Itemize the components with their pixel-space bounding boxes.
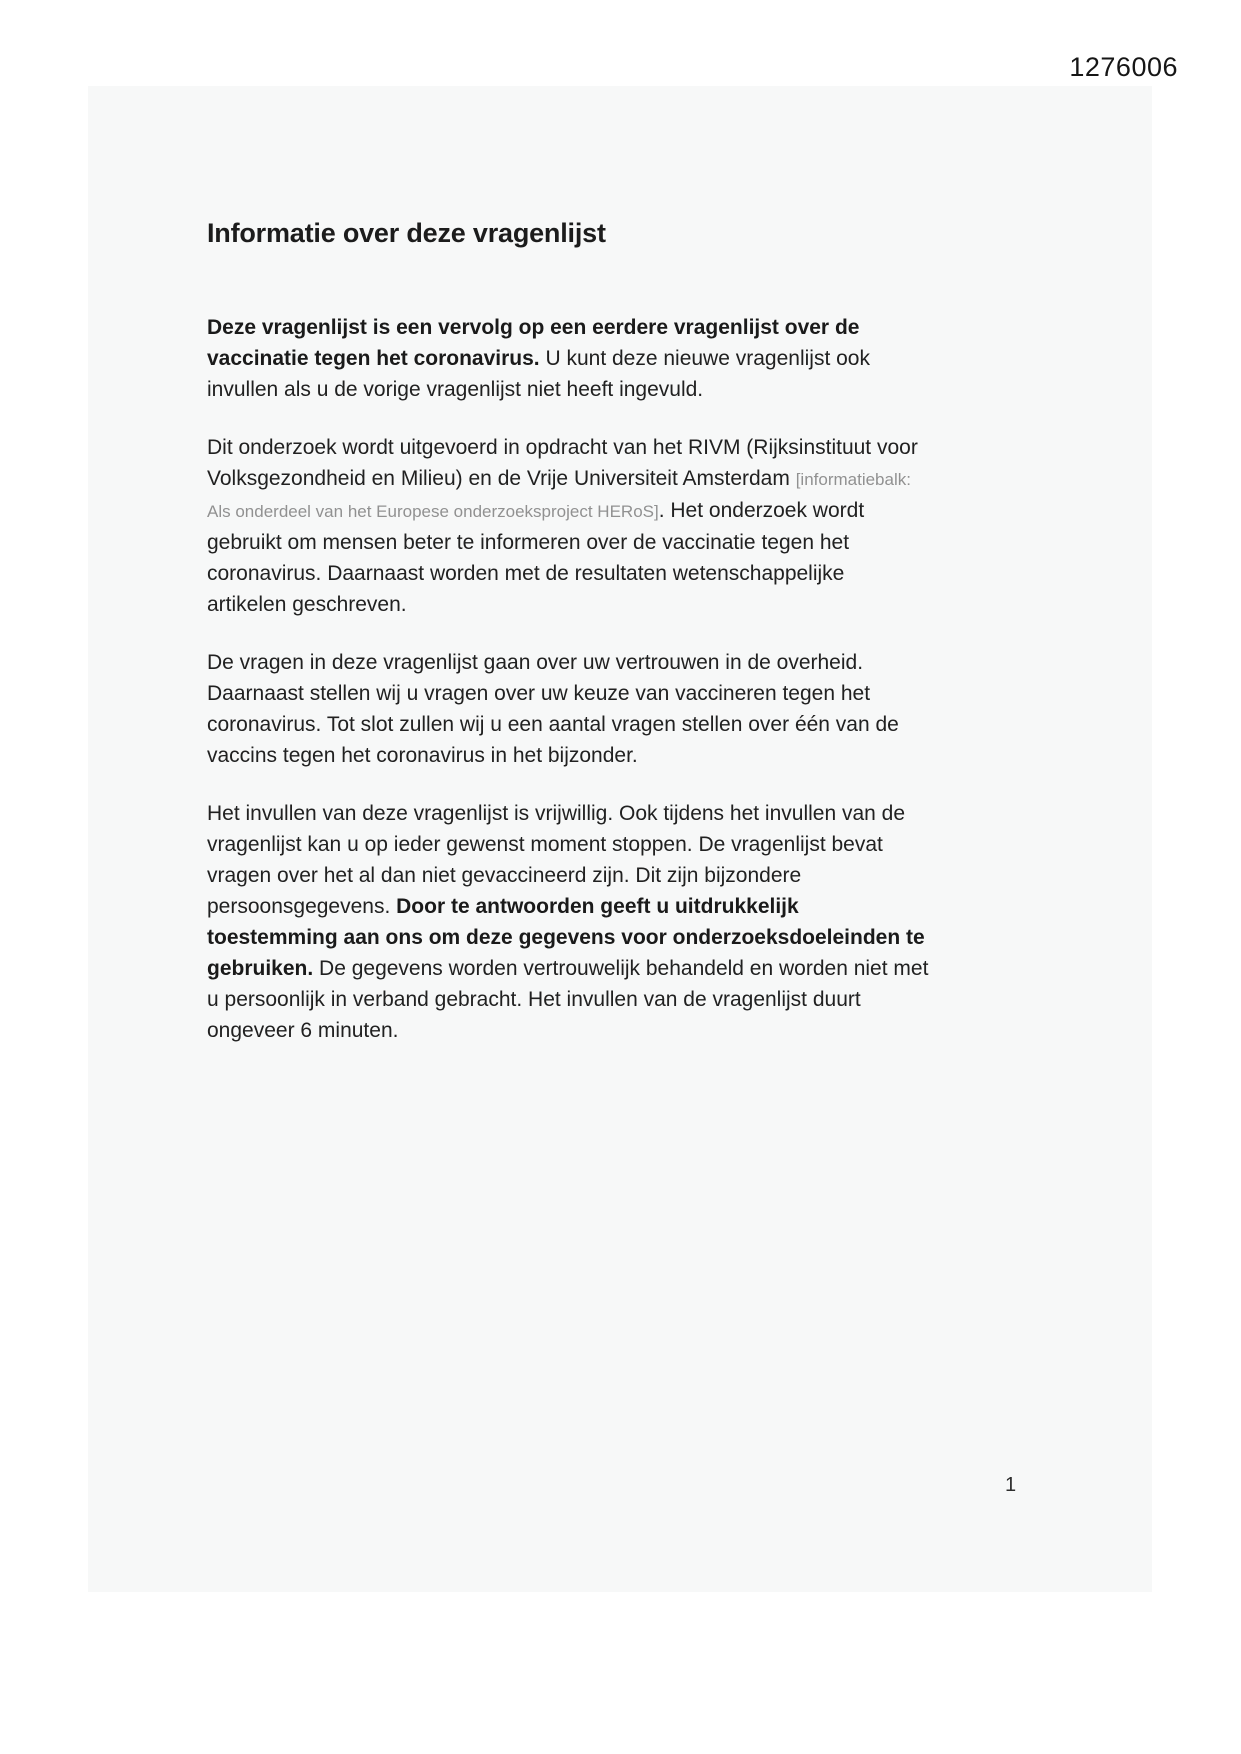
paragraph-text: Dit onderzoek wordt uitgevoerd in opdracht van het RIVM (Rijksinstituut voor Volksgezondheid en Milieu) en de Vrije Universiteit Amsterdam — [207, 436, 918, 490]
document-id: 1276006 — [1069, 52, 1178, 82]
paragraph-text: De gegevens worden vertrouwelijk behandeld en worden niet met u persoonlijk in verband gebracht. Het invullen van de vragenlijst duurt ongeveer 6 minuten. — [207, 957, 929, 1042]
page-title: Informatie over deze vragenlijst — [207, 218, 606, 248]
paragraph-text: Het invullen van deze vragenlijst is vrijwillig. Ook tijdens het invullen van de vragenlijst kan u op ieder gewenst moment stoppen. De vragenlijst bevat vragen over het al dan niet gevaccineerd zijn. Dit zijn bijzondere persoonsgegevens. — [207, 802, 906, 918]
paragraph-text: U kunt deze nieuwe vragenlijst ook invullen als u de vorige vragenlijst niet heeft ingevuld. — [207, 347, 870, 401]
paragraph-questions — [207, 647, 929, 771]
paragraph-text: De vragen in deze vragenlijst gaan over uw vertrouwen in de overheid. Daarnaast stellen wij u vragen over uw keuze van vaccineren tegen het coronavirus. Tot slot zullen wij u een aantal vragen stellen over één van de vaccins tegen het coronavirus in het bijzonder. — [207, 651, 899, 767]
annotation-note: [informatiebalk: Als onderdeel van het Europese onderzoeksproject HERoS] — [207, 470, 911, 521]
paragraph-text: Door te antwoorden geeft u uitdrukkelijk toestemming aan ons om deze gegevens voor onderzoeksdoeleinden te gebruiken. — [207, 895, 925, 980]
scanned-page — [88, 86, 1152, 1592]
paragraph-consent — [207, 798, 929, 1046]
paragraph-research — [207, 432, 929, 620]
document-body — [207, 216, 929, 1073]
paragraph-intro — [207, 312, 929, 405]
paragraph-text: . Het onderzoek wordt gebruikt om mensen beter te informeren over de vaccinatie tegen het coronavirus. Daarnaast worden met de resultaten wetenschappelijke artikelen geschreven. — [207, 499, 865, 616]
page-number: 1 — [1005, 1474, 1017, 1496]
paragraph-text: Deze vragenlijst is een vervolg op een eerdere vragenlijst over de vaccinatie tegen het coronavirus. — [207, 316, 860, 370]
